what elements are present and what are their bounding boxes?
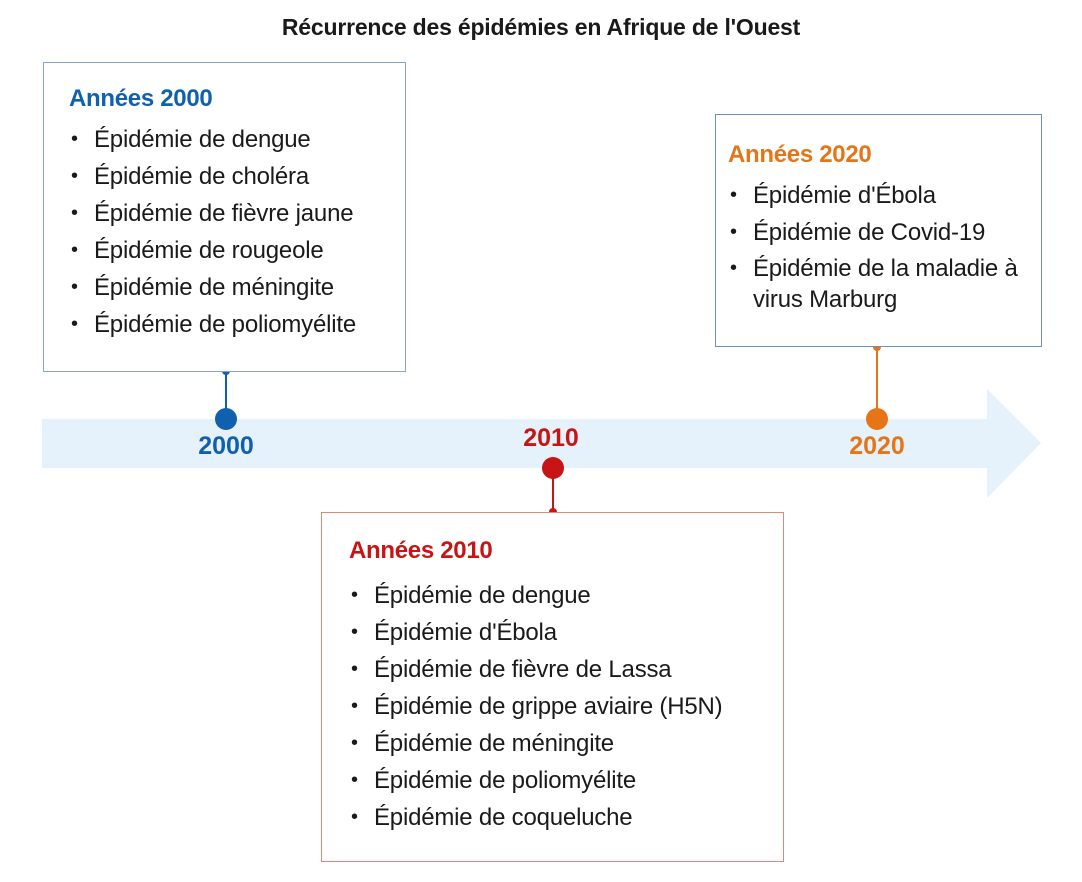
period-box-2010	[321, 512, 784, 862]
list-item: • Épidémie de dengue	[69, 121, 405, 158]
list-item: • Épidémie de coqueluche	[349, 799, 783, 836]
epidemic-list-2000	[69, 121, 405, 343]
marker-2010	[542, 457, 564, 479]
list-item: • Épidémie d'Ébola	[728, 179, 1041, 212]
period-box-2020	[715, 114, 1042, 347]
period-heading-2020: Années 2020	[728, 141, 872, 168]
list-item: • Épidémie de la maladie à virus Marburg	[728, 253, 1041, 315]
list-item: • Épidémie de grippe aviaire (H5N)	[349, 688, 783, 725]
period-heading-2000: Années 2000	[69, 85, 213, 112]
list-item: • Épidémie de méningite	[349, 725, 783, 762]
epidemic-list-2020	[728, 179, 1041, 315]
list-item: • Épidémie de poliomyélite	[69, 306, 405, 343]
year-label-2000: 2000	[198, 432, 254, 460]
list-item: • Épidémie de méningite	[69, 269, 405, 306]
year-label-2020: 2020	[849, 432, 905, 460]
list-item: • Épidémie de Covid-19	[728, 216, 1041, 249]
diagram-title: Récurrence des épidémies en Afrique de l'Ouest	[281, 14, 801, 40]
list-item: • Épidémie de fièvre jaune	[69, 195, 405, 232]
list-item: • Épidémie de rougeole	[69, 232, 405, 269]
list-item: • Épidémie de poliomyélite	[349, 762, 783, 799]
period-box-2000	[43, 62, 406, 372]
epidemic-list-2010	[349, 577, 783, 836]
marker-2020	[866, 408, 888, 430]
list-item: • Épidémie de dengue	[349, 577, 783, 614]
list-item: • Épidémie de fièvre de Lassa	[349, 651, 783, 688]
list-item: • Épidémie de choléra	[69, 158, 405, 195]
year-label-2010: 2010	[523, 424, 579, 452]
list-item: • Épidémie d'Ébola	[349, 614, 783, 651]
period-heading-2010: Années 2010	[349, 537, 493, 564]
marker-2000	[215, 408, 237, 430]
